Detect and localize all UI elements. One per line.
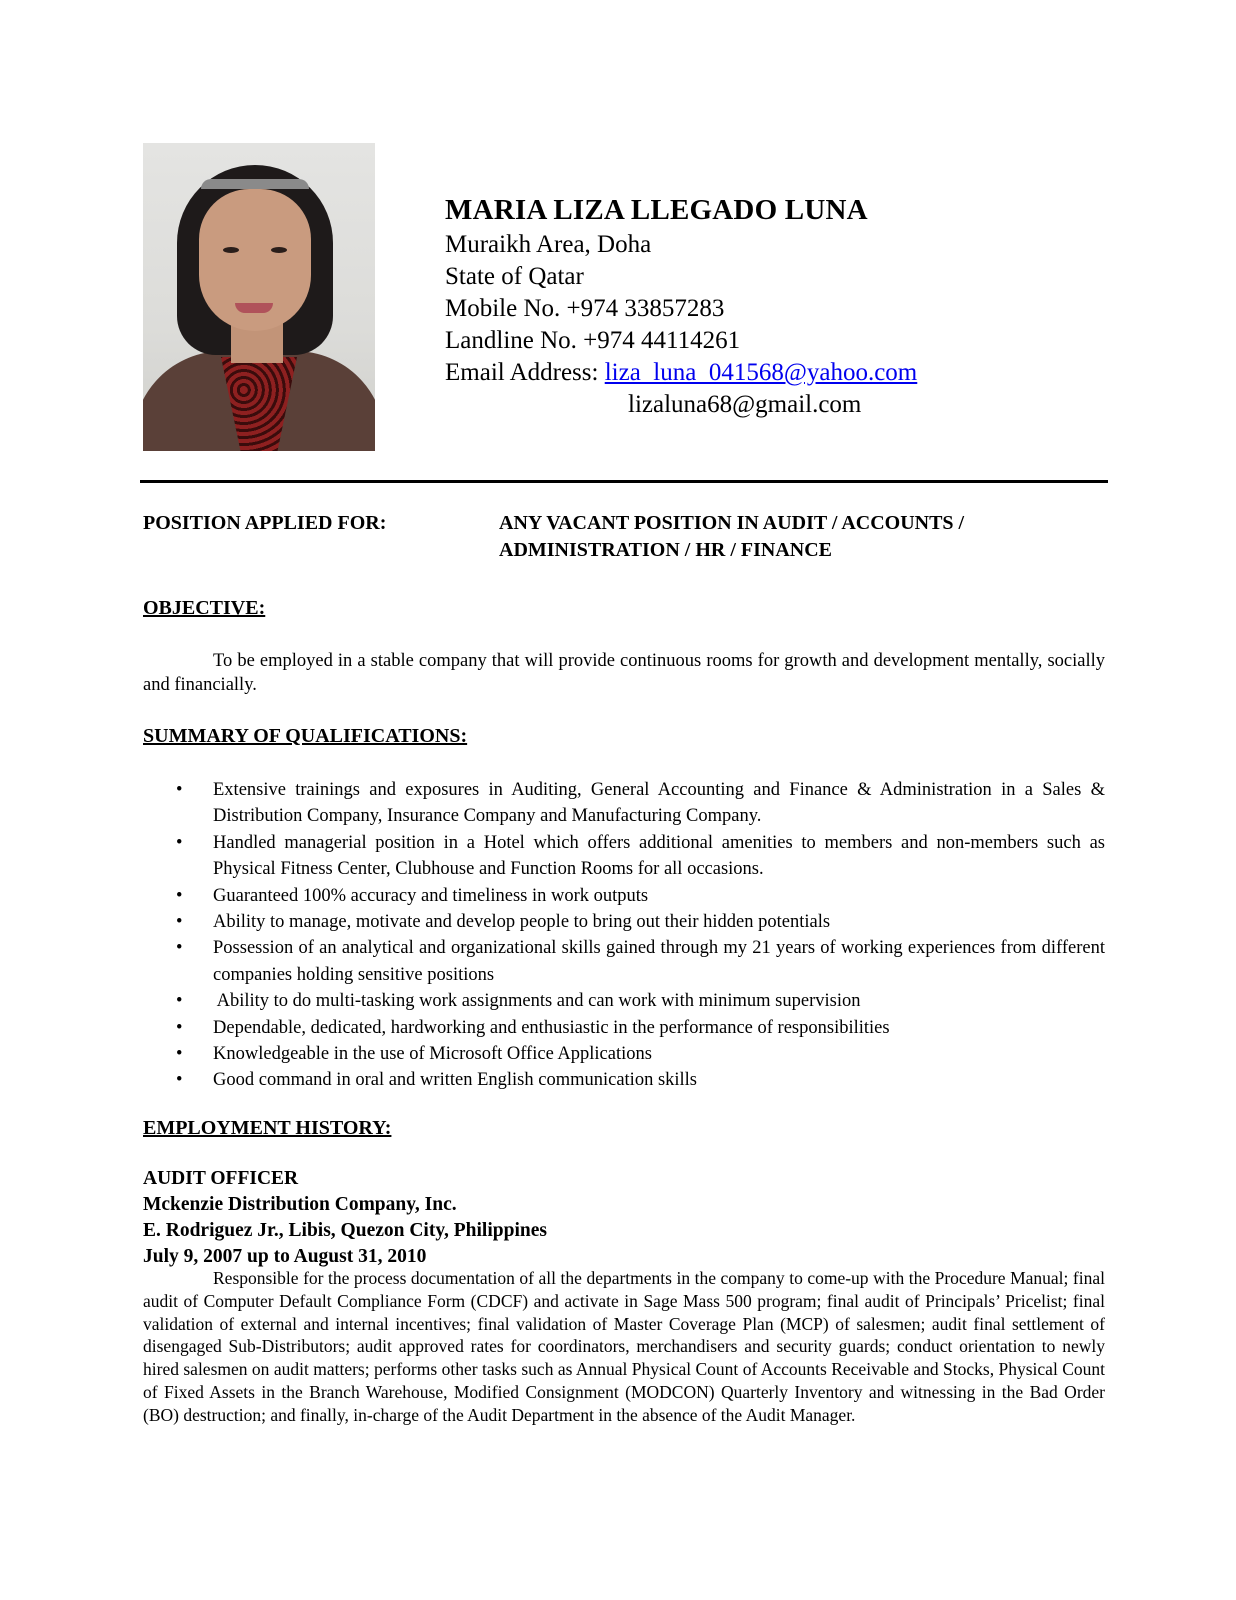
employment-heading: EMPLOYMENT HISTORY: [143,1117,392,1139]
profile-photo [143,143,375,451]
position-label: POSITION APPLIED FOR: [143,512,387,534]
qualifications-list [143,777,1105,1094]
job-location: E. Rodriguez Jr., Libis, Quezon City, Philippines [143,1220,547,1241]
list-item: • Handled managerial position in a Hotel which offers additional amenities to members and non-members such as Physical Fitness Center, Clubhouse and Function Rooms for all occasions. [176,832,1105,880]
job-title: AUDIT OFFICER [143,1168,299,1189]
list-item: • Dependable, dedicated, hardworking and enthusiastic in the performance of responsibilities [176,1017,890,1038]
list-item: • Guaranteed 100% accuracy and timeliness in work outputs [176,885,649,906]
list-item: • Ability to do multi-tasking work assignments and can work with minimum supervision [176,991,861,1012]
job-description: Responsible for the process documentation of all the departments in the company to come-up with the Procedure Manual; final audit of Computer Default Compliance Form (CDCF) and activate in Sage Mass 500 program; final audit of Principals’ Pricelist; final validation of external and internal incentives; final validation of Master Coverage Plan (MCP) of salesmen; audit final settlement of disengaged Sub-Distributors; audit approved rates for coordinators, merchandisers and security guards; conduct orientation to newly hired salesmen on audit matters; performs other tasks such as Annual Physical Count of Accounts Receivable and Stocks, Physical Count of Fixed Assets in the Branch Warehouse, Modified Consignment (MODCON) Quarterly Inventory and witnessing in the Bad Order (BO) destruction; and finally, in-charge of the Audit Department in the absence of the Audit Manager. [143,1268,1105,1425]
position-value-line-1: ANY VACANT POSITION IN AUDIT / ACCOUNTS / [499,512,965,534]
position-value-line-2: ADMINISTRATION / HR / FINANCE [499,539,832,561]
photo-eye-left [223,247,239,253]
list-item: • Possession of an analytical and organizational skills gained through my 21 years of working experiences from different companies holding sensitive positions [176,938,1105,985]
applicant-name: MARIA LIZA LLEGADO LUNA [445,194,868,226]
landline-number: Landline No. +974 44114261 [445,327,741,354]
photo-mouth [235,303,273,313]
job-dates: July 9, 2007 up to August 31, 2010 [143,1246,427,1267]
photo-headband [201,179,309,189]
header-divider [140,480,1108,483]
address-line-1: Muraikh Area, Doha [445,231,652,258]
list-item: • Ability to manage, motivate and develop people to bring out their hidden potentials [176,912,831,933]
photo-eye-right [271,247,287,253]
list-item: • Knowledgeable in the use of Microsoft Office Applications [176,1044,652,1065]
job-company: Mckenzie Distribution Company, Inc. [143,1194,457,1215]
email-primary-link[interactable]: liza_luna_041568@yahoo.com [604,359,918,386]
email-label: Email Address: [445,359,605,386]
email-row [445,357,917,389]
address-line-2: State of Qatar [445,263,584,290]
objective-heading: OBJECTIVE: [143,597,266,619]
email-secondary: lizaluna68@gmail.com [628,391,862,418]
list-item: • Good command in oral and written English communication skills [176,1070,698,1091]
mobile-number: Mobile No. +974 33857283 [445,295,725,322]
list-item: • Extensive trainings and exposures in Auditing, General Accounting and Finance & Administration in a Sales & Distribution Company, Insurance Company and Manufacturing Company. [176,780,1105,827]
qualifications-heading: SUMMARY OF QUALIFICATIONS: [143,725,468,747]
objective-text: To be employed in a stable company that will provide continuous rooms for growth and development mentally, socially and financially. [143,651,1105,695]
